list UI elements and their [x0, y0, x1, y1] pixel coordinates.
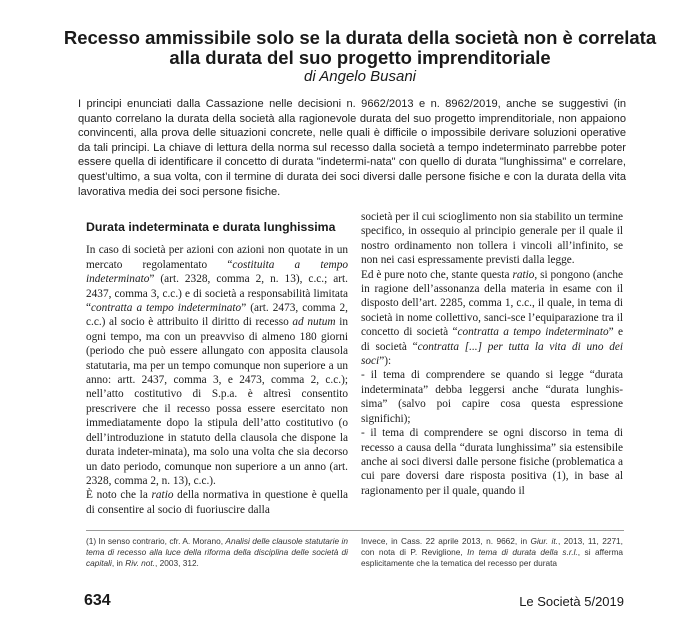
right-paragraph-2: Ed è pure noto che, stante questa ratio, si pongono (anche in ragione dell’assonanza della materia in esame con il disposto dell’art. 2285, comma 1, c.c., il quale, in tema di società in nome collettivo, sanci-sce l’equiparazione tra il concetto di società “contratta a tempo indeterminato” e di società “contratta [...] per tutta la vita di uno dei soci”): — [361, 268, 624, 368]
right-paragraph-1: società per il cui scioglimento non sia stabilito un termine specifico, in ossequio al principio generale per il quale il nostro ordinamento non tollera i vincoli all’infinito, se non nei casi espressamente previsti dalla legge. — [361, 211, 623, 267]
right-paragraph-3: - il tema di comprendere se quando si legge “durata indeterminata” debba leggersi anche “durata lunghis-sima” (salvo poi capire cosa questa espressione significhi); — [361, 369, 623, 425]
right-paragraph-4: - il tema di comprendere se ogni discorso in tema di recesso a causa della “durata lunghissima” sia estensibile anche ai soci diversi dalle persone fisiche (problematica a cui pare doversi dare risposta positiva (1), in base al ragionamento per il quale, quando il — [361, 427, 623, 497]
title-line-1: Recesso ammissibile solo se la durata della società non è correlata — [63, 27, 657, 48]
footnote-divider — [86, 530, 624, 531]
section-title: Durata indeterminata e durata lunghissima — [86, 220, 336, 234]
author-byline: di Angelo Busani — [303, 68, 417, 85]
abstract: I principi enunciati dalla Cassazione nelle decisioni n. 9662/2013 e n. 8962/2019, anche se suggestivi (in quanto correlano la durata della società alla ragionevole durata del suo progetto imprenditoriale, non appaiono convincenti, alla prova delle situazioni concrete, nelle quali è difficile o impossibile derivare soluzioni operative da tali principi. La chiave di lettura della norma sul recesso dalla società a tempo indeterminato parrebbe poter essere quella di identificare il concetto di durata "indetermi-nata" con quello di durata "lunghissima" e correlare, quest’ultimo, a sua volta, con il termine di durata dei soci diversi dalle persone fisiche e con la durata della vita lavorativa media dei soci persone fisiche. — [78, 98, 626, 198]
page-number: 634 — [84, 592, 111, 609]
right-column — [361, 210, 623, 498]
footnote-left: (1) In senso contrario, cfr. A. Morano, Analisi delle clausole statutarie in tema di recesso alla luce della riforma della disciplina delle società di capitali, in Riv. not., 2003, 312. — [86, 536, 348, 568]
left-column — [86, 208, 348, 517]
left-paragraph-2: È noto che la ratio della normativa in questione è quella di consentire al socio di fuoriuscire dalla — [86, 489, 348, 516]
article-title — [60, 28, 660, 68]
footnote-right: Invece, in Cass. 22 aprile 2013, n. 9662, in Giur. it., 2013, 11, 2271, con nota di P. Reviglione, In tema di durata della s.r.l., si afferma esplicitamente che la tematica del recesso per durata — [361, 536, 624, 568]
journal-name: Le Società 5/2019 — [519, 594, 624, 609]
left-paragraph-1: In caso di società per azioni con azioni non quotate in un mercato regolamentato “costituita a tempo indeterminato” (art. 2328, comma 2, n. 13), c.c.; art. 2437, comma 3, c.c.) e di società a responsabilità limitata “contratta a tempo indeterminato” (art. 2473, comma 2, c.c.) al socio è attribuito il diritto di recesso ad nutum in ogni tempo, ma con un preavviso di almeno 180 giorni (periodo che può essere allungato con apposita clausola statutaria, ma per un tempo comunque non superiore a un anno: artt. 2437, comma 3, e 2473, comma 2, c.c.); nell’atto costitutivo di S.p.a. è altresì consentito prescrivere che il recesso possa essere esercitato non immediatamente dopo la stipula dell’atto costitutivo (o dell’introduzione in statuto della clausola che dispone la durata indeter-minata), ma solo una volta che sia decorso un dato periodo, comunque non superiore a un anno (art. 2328, comma 2, n. 13), c.c.). — [86, 244, 348, 487]
title-line-2: alla durata del suo progetto imprenditoriale — [169, 47, 551, 68]
